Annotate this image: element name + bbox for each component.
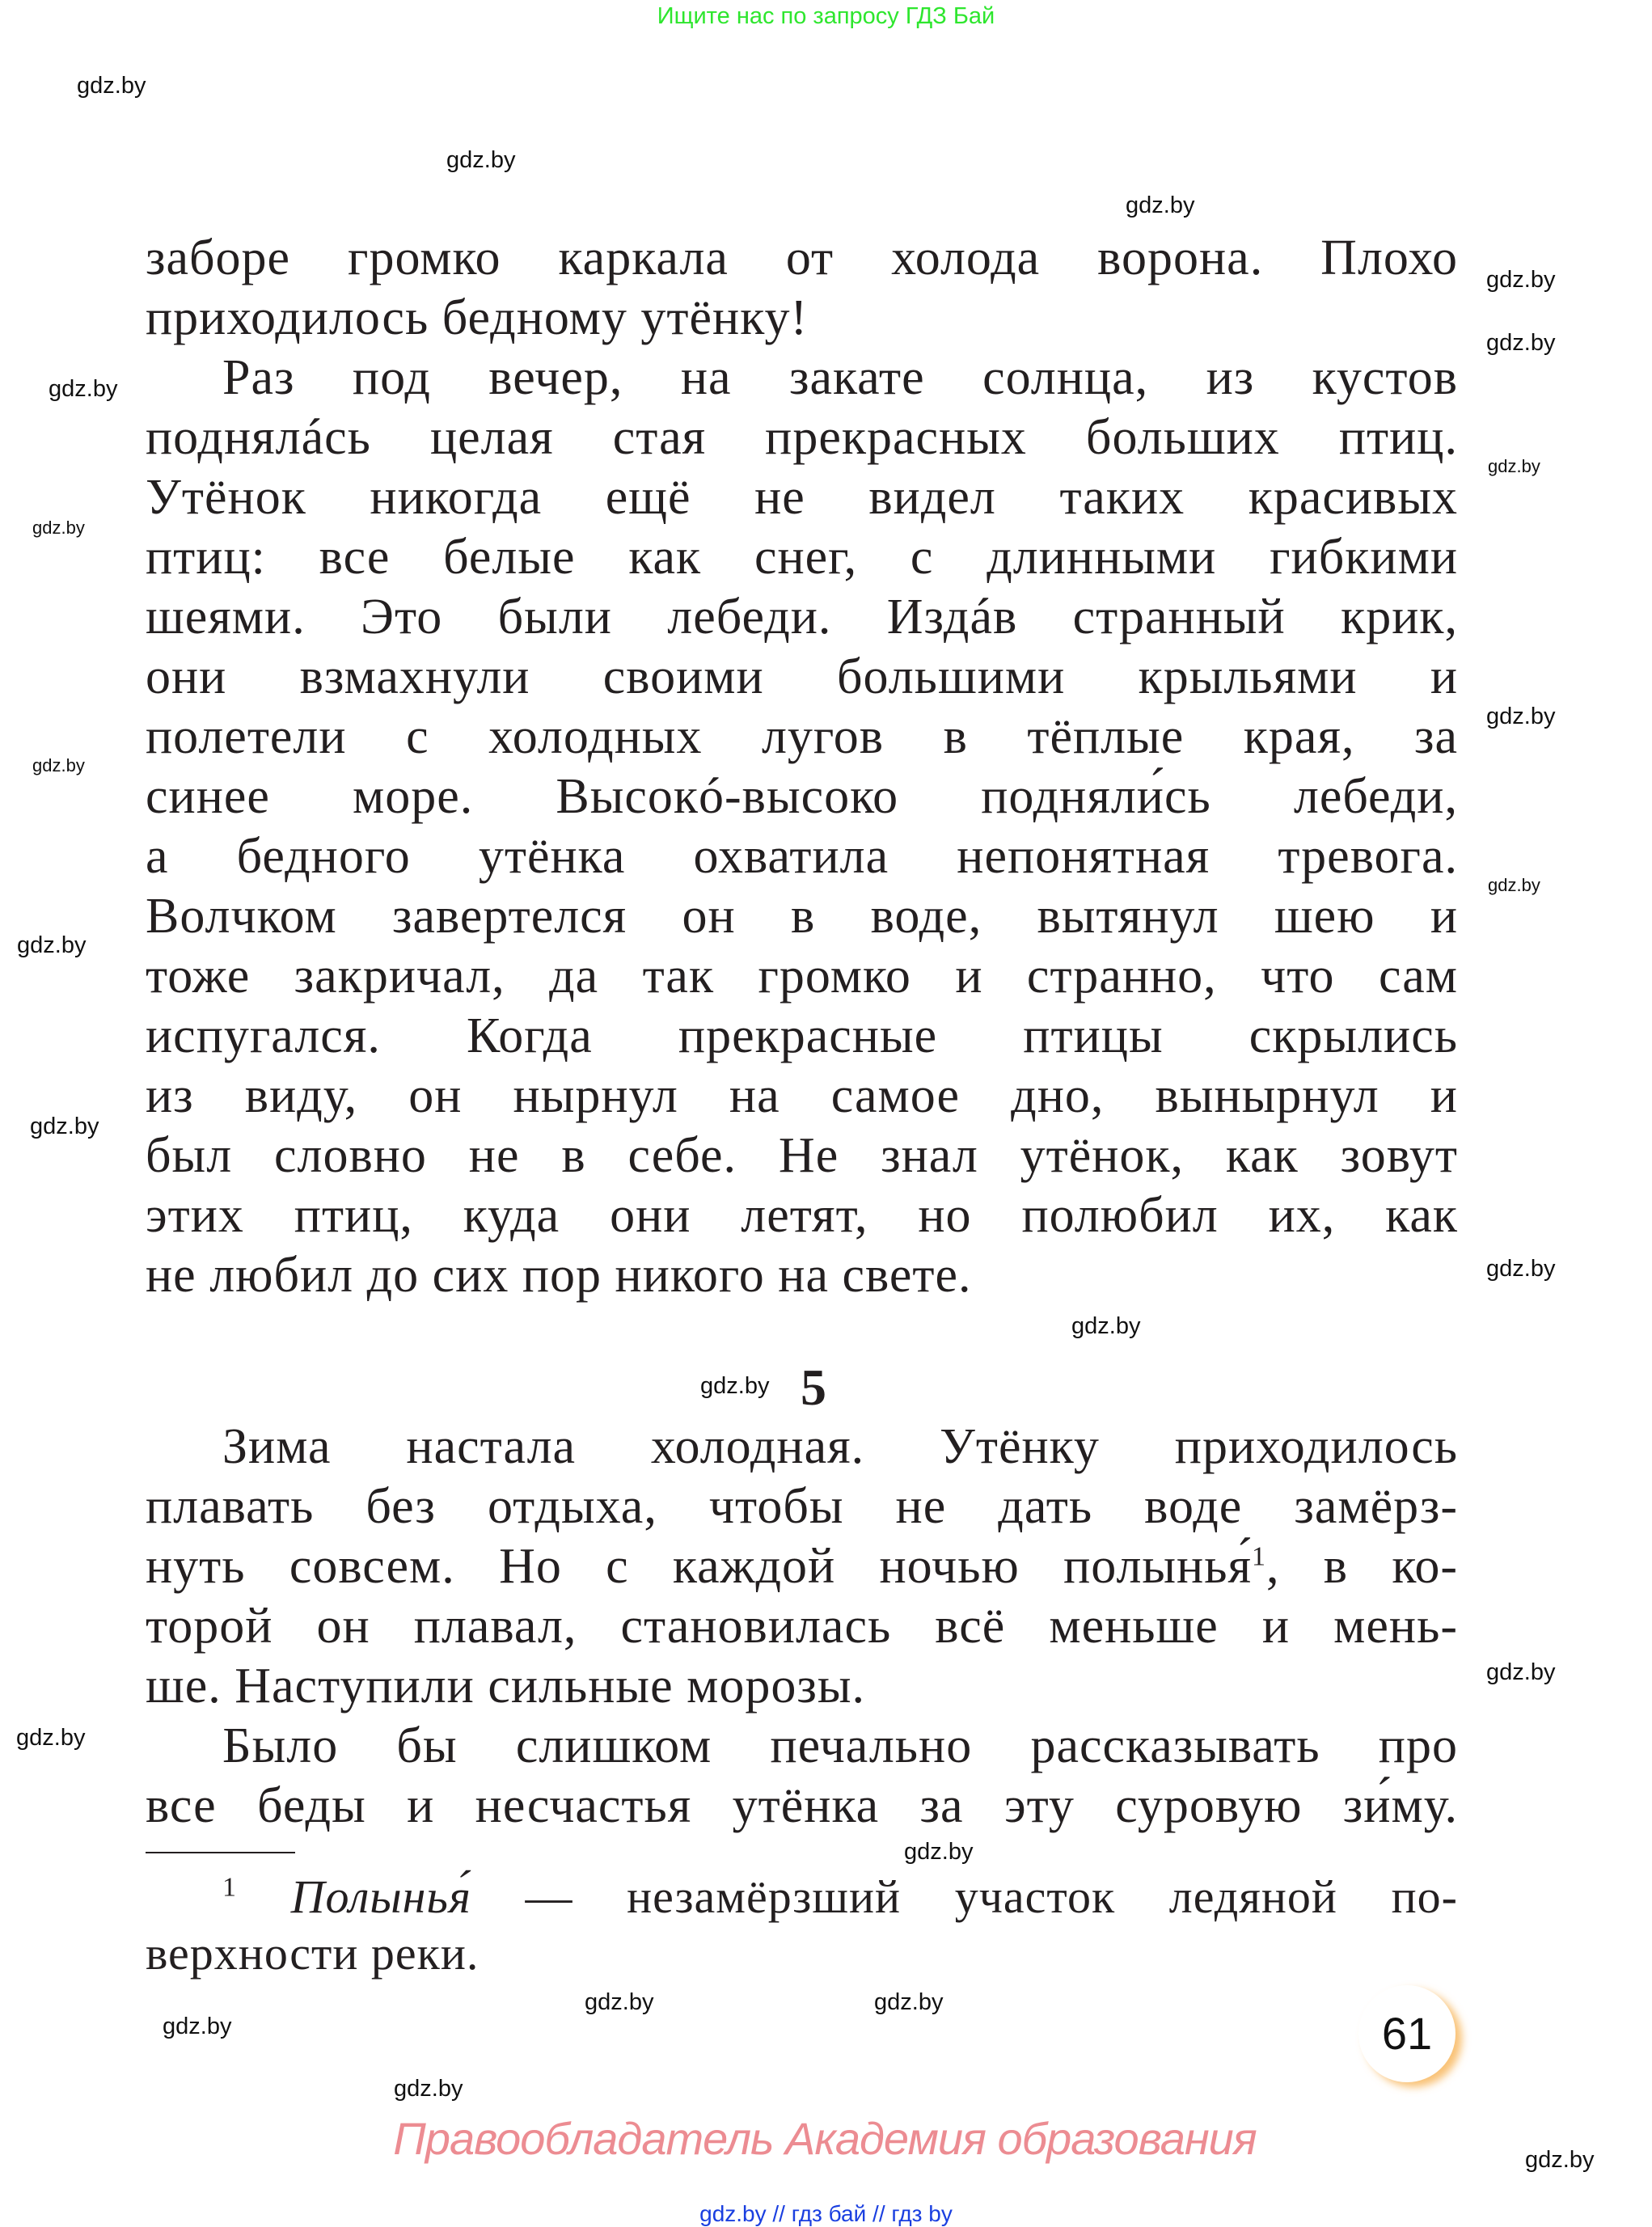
footnote-reference: 1 — [1252, 1541, 1267, 1572]
text-line: синее море. Высокó-высоко подняли́сь лебеди, — [146, 769, 1458, 824]
text-line: Раз под вечер, на закате солнца, из кустов — [222, 350, 1458, 405]
text-line: торой он плавал, становилась всё меньше и мень- — [146, 1599, 1458, 1654]
text-line: испугался. Когда прекрасные птицы скрылись — [146, 1008, 1458, 1063]
copyright-notice: Правообладатель Академия образования — [393, 2113, 1257, 2164]
watermark: gdz.by — [1486, 704, 1556, 729]
watermark: gdz.by — [394, 2076, 463, 2102]
text-line: они взмахнули своими большими крыльями и — [146, 649, 1458, 704]
footnote-term: Полынья́ — [290, 1870, 471, 1923]
text-line: был словно не в себе. Не знал утёнок, как зовут — [146, 1128, 1458, 1183]
page-number: 61 — [1358, 1985, 1456, 2082]
footnote-line — [146, 1869, 1458, 1925]
watermark: gdz.by — [904, 1839, 974, 1865]
footnote-divider — [146, 1852, 295, 1853]
text-line: Утёнок никогда ещё не видел таких красивых — [146, 470, 1458, 525]
watermark: gdz.by — [49, 376, 118, 402]
text-line: шеями. Это были лебеди. Издáв странный крик, — [146, 590, 1458, 644]
watermark: gdz.by — [163, 2014, 232, 2039]
text-line: все беды и несчастья утёнка за эту суровую зи́му. — [146, 1778, 1458, 1833]
watermark: gdz.by — [1071, 1313, 1141, 1339]
text-line: из виду, он нырнул на самое дно, вынырнул и — [146, 1068, 1458, 1123]
watermark: gdz.by — [17, 932, 87, 958]
watermark: gdz.by — [1488, 875, 1540, 895]
watermark: gdz.by — [1486, 330, 1556, 356]
watermark: gdz.by — [585, 1989, 654, 2015]
footnote-mark: 1 — [222, 1872, 237, 1903]
text-line — [146, 1536, 1458, 1596]
text-line: Волчком завертелся он в воде, вытянул шею и — [146, 889, 1458, 944]
watermark: gdz.by — [32, 518, 85, 538]
section-2-text — [146, 1417, 1458, 1836]
search-banner: Ищите нас по запросу ГДЗ Бай — [657, 3, 995, 29]
watermark: gdz.by — [1488, 456, 1540, 476]
text-line: Было бы слишком печально рассказывать про — [222, 1718, 1458, 1773]
footnote-line: верхности реки. — [146, 1927, 480, 1980]
footer-links[interactable]: gdz.by // гдз бай // гдз by — [699, 2201, 953, 2226]
text-line: плавать без отдыха, чтобы не дать воде замёрз- — [146, 1479, 1458, 1534]
watermark: gdz.by — [874, 1989, 944, 2015]
text-line: этих птиц, куда они летят, но полюбил их, как — [146, 1188, 1458, 1243]
watermark: gdz.by — [1126, 192, 1195, 218]
watermark: gdz.by — [700, 1373, 770, 1399]
text-line: ше. Наступили сильные морозы. — [146, 1659, 865, 1714]
watermark: gdz.by — [32, 755, 85, 775]
text-fragment: нуть совсем. Но с каждой ночью полынья́ — [146, 1539, 1253, 1594]
watermark: gdz.by — [30, 1114, 99, 1139]
watermark: gdz.by — [77, 73, 146, 99]
text-line: приходилось бедному утёнку! — [146, 290, 809, 345]
watermark: gdz.by — [1486, 1659, 1556, 1685]
section-1-text — [146, 228, 1458, 1305]
watermark: gdz.by — [1486, 267, 1556, 293]
text-line: заборе громко каркала от холода ворона. Плохо — [146, 230, 1458, 285]
text-line: полетели с холодных лугов в тёплые края, за — [146, 709, 1458, 764]
text-fragment: , в ко- — [1266, 1539, 1458, 1594]
footnote — [146, 1869, 1458, 1982]
watermark: gdz.by — [1486, 1256, 1556, 1282]
text-line: Зима настала холодная. Утёнку приходилось — [222, 1419, 1458, 1474]
text-line: а бедного утёнка охватила непонятная тревога. — [146, 829, 1458, 884]
footnote-definition: — незамёрзший участок ледяной по- — [471, 1870, 1458, 1923]
section-number: 5 — [801, 1359, 826, 1416]
watermark: gdz.by — [1525, 2147, 1595, 2173]
text-line: тоже закричал, да так громко и странно, что сам — [146, 949, 1458, 1004]
watermark: gdz.by — [446, 147, 516, 173]
text-line: поднялáсь целая стая прекрасных больших птиц. — [146, 410, 1458, 465]
watermark: gdz.by — [16, 1725, 86, 1751]
text-line: птиц: все белые как снег, с длинными гибкими — [146, 530, 1458, 585]
text-line: не любил до сих пор никого на свете. — [146, 1248, 972, 1303]
